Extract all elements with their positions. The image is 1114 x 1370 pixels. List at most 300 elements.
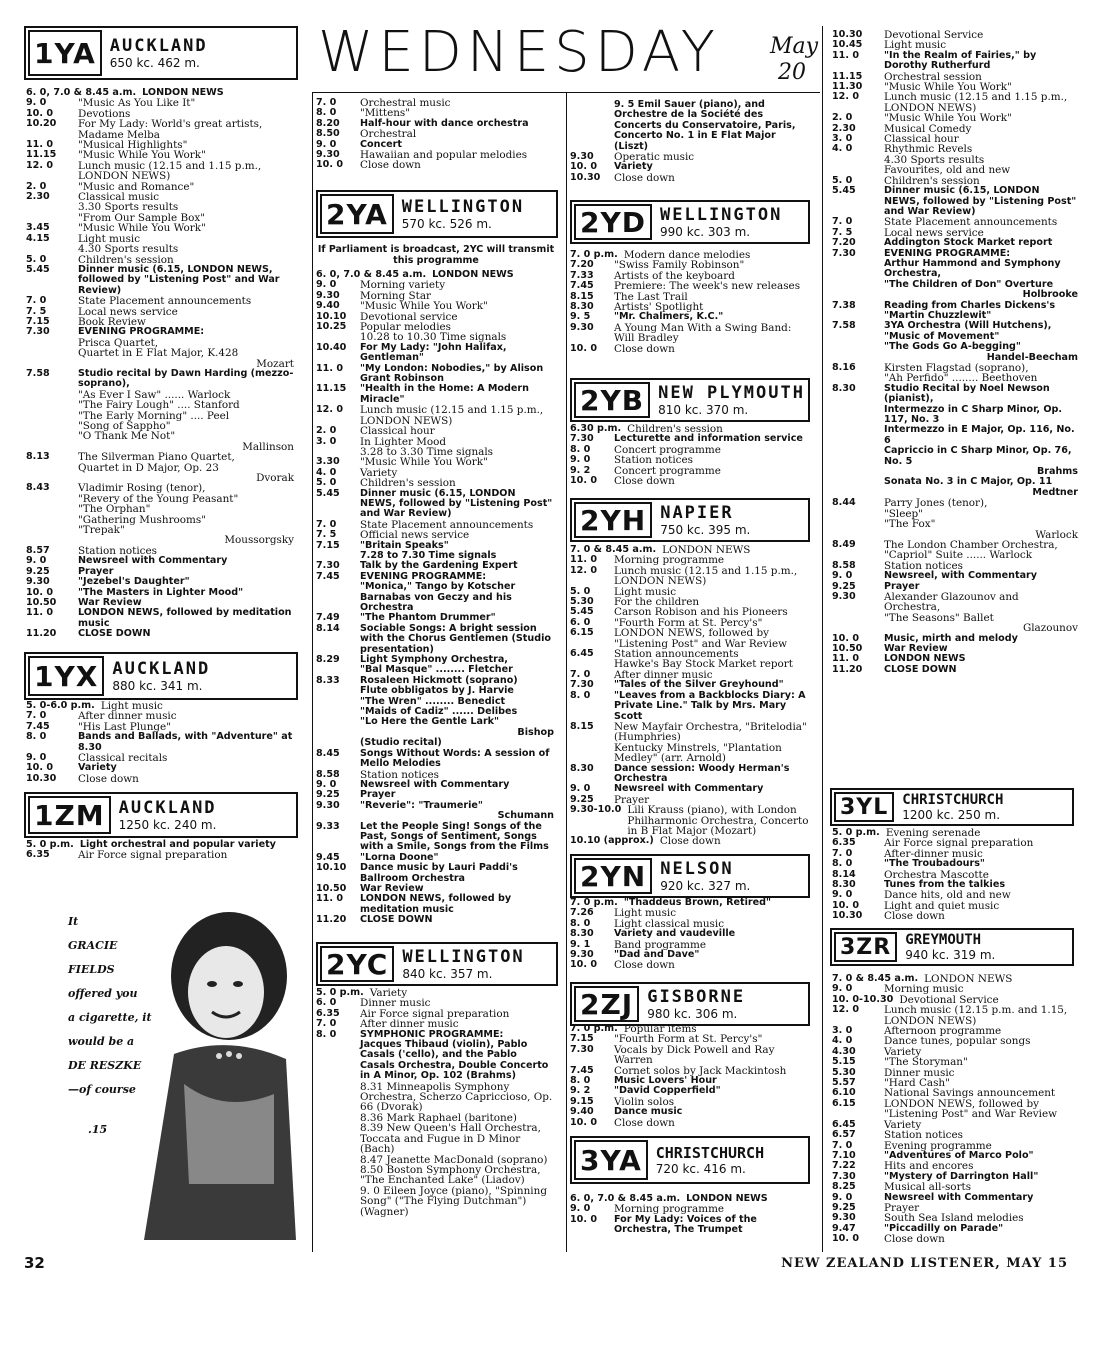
programme-title: War Review	[78, 596, 142, 608]
programme-title: Dance session: Woody Herman's Orchestra	[614, 762, 790, 784]
station-callsign: 2ZJ	[574, 986, 639, 1022]
programme-time: 11. 0	[316, 362, 344, 374]
programme-title: Book Review	[78, 315, 146, 328]
programme-time: 9.30	[26, 576, 50, 588]
programme-entry	[316, 749, 554, 770]
programme-entry	[832, 498, 1078, 540]
programme-entry	[26, 608, 294, 629]
programme-time: 9.25	[570, 793, 594, 805]
programme-title: "The Storyman"	[884, 1056, 968, 1069]
programme-entry	[832, 1182, 1078, 1192]
programme-time: 9.25	[316, 789, 340, 801]
programme-title: Vocals by Dick Powell and Ray Warren	[614, 1043, 775, 1067]
programme-time: 8.14	[832, 868, 856, 880]
programme-time: 8.16	[832, 362, 856, 373]
programme-title: Prisca Quartet, Quartet in E Flat Major, K.428 Mozart	[78, 336, 294, 370]
programme-time: 8.33	[316, 674, 340, 686]
programme-entry	[316, 437, 554, 458]
programme-time: 12. 0	[316, 404, 344, 416]
programme-entry	[832, 249, 1078, 301]
station-frequency: 750 kc. 395 m.	[660, 523, 751, 537]
programme-title: "David Copperfield"	[614, 1085, 721, 1097]
programme-title: Station notices	[884, 1129, 963, 1142]
programme-entry	[570, 1118, 810, 1128]
programme-title: After dinner music	[360, 1018, 459, 1031]
programme-title: Official news service	[360, 529, 470, 542]
programme-entry	[26, 452, 294, 483]
programme-entry	[570, 1045, 810, 1066]
programme-list-3yl	[832, 828, 1078, 922]
programme-entry	[26, 182, 294, 192]
programme-time: 2.30	[26, 191, 50, 203]
programme-title: Kirsten Flagstad (soprano), "Ah Perfido" ........ Beethoven	[884, 362, 1038, 385]
station-city: NEW PLYMOUTH	[658, 383, 805, 403]
programme-entry	[570, 100, 810, 152]
programme-entry	[832, 144, 1078, 175]
programme-time: 6.45	[570, 648, 594, 660]
column-rule	[822, 26, 823, 1252]
programme-title: Addington Stock Market report	[884, 237, 1053, 249]
programme-time: 8. 0	[26, 731, 47, 743]
programme-entry	[570, 1215, 810, 1236]
programme-title: Concert programme	[614, 443, 721, 456]
programme-entry	[832, 592, 1078, 634]
programme-time: 12. 0	[832, 1004, 860, 1016]
programme-time: 7. 0	[316, 1018, 337, 1030]
programme-entry	[832, 1234, 1078, 1244]
programme-time: 9.30	[316, 799, 340, 811]
programme-title: "Britain Speaks" 7.28 to 7.30 Time signals	[360, 539, 497, 561]
programme-title: Local news service	[884, 226, 984, 239]
programme-time: 4. 0	[832, 1035, 853, 1047]
programme-time: 8.58	[832, 559, 856, 571]
programme-time: 7. 0 p.m.	[570, 249, 618, 260]
programme-time: 8.30	[570, 301, 594, 313]
ad-line: —of course	[68, 1083, 136, 1096]
programme-entry	[316, 160, 554, 170]
station-city: AUCKLAND	[109, 36, 208, 56]
programme-entry	[26, 98, 294, 108]
programme-time: 7. 0 & 8.45 a.m.	[570, 544, 657, 555]
programme-entry	[570, 152, 810, 162]
programme-title: Lunch music (12.15 and 1.15 p.m., LONDON NEWS)	[884, 91, 1068, 114]
programme-title: "As Ever I Saw" ...... Warlock "The Fairy Lough" .... Stanford "The Early Morning" .... Peel "Song of Sappho" "O Thank Me Not" Mallinson	[78, 388, 294, 453]
programme-entry	[26, 223, 294, 233]
programme-entry	[26, 629, 294, 639]
programme-entry	[570, 323, 810, 344]
programme-time: 3. 0	[832, 133, 853, 145]
programme-title: Tunes from the talkies	[884, 879, 1006, 891]
programme-title: LONDON NEWS, followed by meditation music	[78, 607, 292, 629]
column-rule	[566, 92, 567, 1252]
programme-time: 9. 0	[26, 752, 47, 764]
station-note: If Parliament is broadcast, 2YC will transmit this programme	[317, 244, 555, 266]
programme-time: 8. 0	[570, 689, 591, 701]
programme-title: Close down	[659, 835, 721, 848]
programme-title: "The Masters in Lighter Mood"	[78, 586, 244, 598]
programme-time: 10. 0	[570, 342, 598, 354]
station-frequency: 880 kc. 341 m.	[112, 679, 203, 693]
programme-entry	[570, 691, 810, 722]
programme-entry	[26, 192, 294, 223]
station-city: CHRISTCHURCH	[902, 792, 1004, 808]
programme-time: 10.50	[832, 642, 863, 654]
programme-title: Afternoon programme	[884, 1025, 1002, 1038]
programme-time: 6.30 p.m.	[570, 423, 622, 434]
programme-title: "Mittens"	[360, 107, 411, 120]
programme-title: Light and quiet music	[884, 899, 1000, 912]
programme-time: 7. 0	[570, 668, 591, 680]
programme-time: 7.38	[832, 299, 856, 311]
programme-title: Lili Krauss (piano), with London Philharmonic Orchestra, Concerto in B Flat Major (Mozart)	[627, 804, 809, 837]
programme-entry	[832, 901, 1078, 911]
programme-time: 2.30	[832, 122, 856, 134]
programme-title: "Music While You Work"	[884, 112, 1012, 125]
station-frequency: 980 kc. 306 m.	[647, 1007, 738, 1021]
programme-title: Dance music by Lauri Paddi's Ballroom Orchestra	[360, 862, 518, 884]
programme-title: Popular melodies 10.28 to 10.30 Time signals	[360, 321, 507, 344]
programme-title: Air Force signal preparation	[360, 1007, 510, 1020]
programme-title: Light music 4.30 Sports results	[78, 232, 179, 256]
programme-time: 5. 0	[570, 585, 591, 597]
programme-time: 7.26	[570, 907, 594, 919]
programme-title: Hawaiian and popular melodies	[360, 149, 528, 162]
programme-time: 10. 0	[26, 586, 54, 598]
station-frequency: 920 kc. 327 m.	[660, 879, 751, 893]
programme-title: Lecturette and information service	[614, 433, 803, 445]
programme-title: Premiere: The week's new releases	[614, 280, 801, 293]
programme-title: "Thaddeus Brown, Retired"	[623, 897, 771, 908]
programme-list-2yb	[570, 424, 810, 486]
programme-title: Morning Star	[360, 289, 431, 302]
programme-time: 8.30	[570, 762, 594, 774]
programme-title: After dinner music	[614, 668, 713, 681]
programme-time: 8.43	[26, 482, 50, 494]
programme-entry	[316, 894, 554, 915]
programme-title: Talk by the Gardening Expert	[360, 560, 518, 572]
programme-entry	[570, 1107, 810, 1117]
programme-title: Rhythmic Revels 4.30 Sports results Favourites, old and new	[884, 143, 1011, 177]
programme-time: 9. 2	[570, 1085, 591, 1097]
programme-title: "Music While You Work"	[78, 222, 206, 235]
programme-time: 9.33	[316, 820, 340, 832]
programme-entry	[832, 30, 1078, 40]
programme-title: Light Symphony Orchestra, "Bal Masque" ........ Fletcher	[360, 654, 513, 676]
station-city: GISBORNE	[647, 987, 746, 1007]
programme-time: 7. 0 p.m.	[570, 897, 618, 908]
programme-list-2ya	[316, 270, 554, 926]
station-2yn	[570, 854, 810, 898]
station-frequency: 840 kc. 357 m.	[402, 967, 493, 981]
programme-time: 10.50	[26, 596, 57, 608]
programme-time: 4.30	[832, 1045, 856, 1057]
programme-time: 7.30	[570, 433, 594, 445]
programme-time: 5.45	[316, 487, 340, 499]
station-2yc	[316, 942, 558, 986]
programme-title: Variety	[360, 466, 398, 479]
programme-time: 10. 0	[570, 161, 598, 173]
programme-entry	[570, 466, 810, 476]
programme-time: 9. 0	[316, 138, 337, 150]
programme-time: 10.30	[570, 171, 601, 183]
station-frequency: 940 kc. 319 m.	[905, 948, 996, 962]
ad-line: GRACIE	[68, 939, 118, 952]
programme-title: Classical music 3.30 Sports results "From Our Sample Box"	[78, 191, 205, 224]
programme-time: 7.30	[316, 560, 340, 572]
programme-entry	[26, 161, 294, 182]
programme-time: 2. 0	[316, 425, 337, 437]
day-title: WEDNESDAY	[318, 20, 720, 85]
station-frequency: 650 kc. 462 m.	[109, 56, 200, 70]
programme-title: Music Lovers' Hour	[614, 1075, 717, 1087]
programme-entry	[570, 476, 810, 486]
programme-title: Classical hour	[360, 425, 435, 438]
programme-time: 12. 0	[832, 91, 860, 103]
station-city: CHRISTCHURCH	[655, 1144, 765, 1162]
programme-title: "Leaves from a Backblocks Diary: A Private Line." Talk by Mrs. Mary Scott	[614, 689, 806, 722]
programme-title: A Young Man With a Swing Band: Will Bradley	[614, 321, 792, 345]
programme-entry	[316, 405, 554, 426]
programme-time: 11.15	[26, 149, 57, 161]
programme-time: 11. 0	[832, 49, 860, 61]
programme-time: 10.10	[316, 310, 347, 322]
programme-title: Rosaleen Hickmott (soprano) Flute obbligatos by J. Harvie "The Wren" ........ Benedict "Maids of Cadiz" ...... Delibes "Lo Here the Gentle Lark" Bishop (Studio recital)	[360, 674, 554, 749]
programme-title: Classical recitals	[78, 752, 168, 765]
programme-entry	[26, 265, 294, 296]
programme-entry	[26, 588, 294, 598]
programme-title: Band programme	[614, 938, 707, 951]
programme-title: 9. 5 Emil Sauer (piano), and Orchestre de la Société des Concerts du Conservatoire, Paris, Concerto No. 1 in E Flat Major (Liszt)	[614, 99, 796, 152]
programme-title: For My Lady: "John Halifax, Gentleman"	[360, 341, 507, 364]
programme-time: 11.30	[832, 81, 863, 93]
programme-title: Dinner music	[360, 997, 431, 1010]
programme-title: For the children	[614, 596, 700, 609]
programme-entry	[26, 327, 294, 337]
programme-title: Close down	[884, 910, 945, 923]
station-city: WELLINGTON	[401, 197, 525, 217]
station-2yb	[570, 378, 810, 422]
programme-entry	[832, 1068, 1078, 1078]
programme-title: "Music While You Work"	[360, 456, 488, 469]
programme-title: Newsreel with Commentary	[360, 778, 510, 790]
programme-list-3zr	[832, 974, 1078, 1245]
programme-title: Station notices	[614, 454, 693, 467]
programme-entry	[570, 898, 810, 908]
programme-time: 6. 0, 7.0 & 8.45 a.m.	[570, 1193, 681, 1204]
station-city: NAPIER	[660, 503, 734, 523]
programme-entry	[316, 364, 554, 385]
programme-title: Station announcements Hawke's Bay Stock Market report	[614, 648, 793, 671]
station-2yh	[570, 498, 810, 542]
programme-entry	[316, 489, 554, 520]
programme-time: 5. 0	[26, 253, 47, 265]
programme-time: 8.15	[570, 290, 594, 302]
programme-title: State Placement announcements	[78, 295, 252, 308]
programme-title: Classical hour	[884, 133, 959, 146]
programme-title: Light music	[884, 39, 947, 52]
programme-time: 10.30	[832, 910, 863, 922]
programme-time: 9. 1	[570, 938, 591, 950]
programme-entry	[832, 1036, 1078, 1046]
programme-entry	[316, 478, 554, 488]
programme-time: 7.10	[832, 1149, 856, 1161]
programme-time: 5. 0 p.m.	[832, 827, 880, 838]
programme-time: 7.58	[832, 320, 856, 332]
programme-title: Musical Comedy	[884, 122, 972, 135]
programme-entry	[316, 119, 554, 129]
programme-title: "Swiss Family Robinson"	[614, 259, 745, 272]
programme-title: LONDON NEWS	[924, 973, 1013, 985]
programme-time: 4.15	[26, 232, 50, 244]
programme-title: LONDON NEWS	[142, 87, 224, 98]
programme-time: 10.10	[316, 862, 347, 874]
station-callsign: 3ZR	[834, 932, 897, 962]
programme-title: "The Troubadours"	[884, 858, 985, 870]
programme-title: LONDON NEWS, followed by meditation music	[360, 893, 512, 915]
programme-title: Dinner music (6.15, LONDON NEWS, followed by "Listening Post" and War Review)	[78, 263, 280, 296]
month-label: May	[770, 34, 819, 59]
programme-time: 9. 0	[832, 983, 853, 995]
programme-title: Light music	[614, 907, 677, 920]
programme-time: 5.45	[570, 606, 594, 618]
programme-time: 5. 0	[316, 477, 337, 489]
station-callsign: 2YA	[320, 194, 394, 234]
programme-time: 9.30	[832, 1212, 856, 1224]
programme-entry	[832, 1005, 1078, 1026]
programme-title: Orchestral session	[884, 70, 982, 83]
station-1zm	[24, 792, 298, 838]
programme-entry	[832, 238, 1078, 248]
programme-entry	[316, 384, 554, 405]
programme-entry	[316, 822, 554, 853]
page-number: 32	[24, 1254, 45, 1272]
programme-title: Operatic music	[614, 151, 695, 164]
station-3zr	[830, 928, 1074, 966]
programme-entry	[570, 344, 810, 354]
programme-time: 3. 0	[316, 435, 337, 447]
programme-entry	[26, 556, 294, 566]
ad-line: It	[68, 915, 79, 928]
station-frequency: 720 kc. 416 m.	[655, 1162, 746, 1176]
programme-title: CLOSE DOWN	[78, 628, 151, 640]
programme-title: "Health in the Home: A Modern Miracle"	[360, 383, 529, 405]
programme-title: Orchestra Mascotte	[884, 868, 989, 881]
programme-time: 7. 0	[26, 295, 47, 307]
programme-title: "Fourth Form at St. Percy's"	[614, 1033, 763, 1046]
programme-time: 7.45	[570, 280, 594, 292]
programme-entry	[570, 764, 810, 785]
programme-title: Variety	[614, 161, 653, 173]
programme-time: 12. 0	[570, 564, 598, 576]
programme-time: 6.15	[570, 627, 594, 639]
programme-time: 10. 0	[570, 1116, 598, 1128]
programme-time: 5.57	[832, 1077, 856, 1089]
programme-time: 11. 0	[570, 554, 598, 566]
programme-entry	[316, 624, 554, 655]
station-callsign: 2YC	[320, 946, 394, 982]
programme-entry	[570, 836, 810, 846]
programme-time: 8. 0	[570, 443, 591, 455]
programme-entry	[316, 150, 554, 160]
programme-time: 7. 0 & 8.45 a.m.	[832, 973, 919, 984]
programme-title: "In the Realm of Fairies," by Dorothy Rutherfurd	[884, 49, 1037, 72]
programme-entry	[26, 763, 294, 773]
programme-time: 9.40	[316, 300, 340, 312]
programme-time: 10. 0	[26, 762, 54, 774]
programme-entry	[26, 732, 294, 753]
programme-time: 8.15	[570, 720, 594, 732]
programme-time: 9.30	[316, 289, 340, 301]
programme-title: Morning programme	[614, 1203, 725, 1216]
programme-entry	[832, 321, 1078, 363]
programme-title: New Mayfair Orchestra, "Britelodia" (Humphries) Kentucky Minstrels, "Plantation Medley" (arr. Arnold)	[614, 720, 807, 765]
station-city: WELLINGTON	[402, 947, 525, 967]
programme-time: 7. 0	[316, 97, 337, 108]
programme-entry	[570, 950, 810, 960]
programme-title: "Piccadilly on Parade"	[884, 1222, 1004, 1234]
programme-title: Newsreel, with Commentary	[884, 570, 1038, 582]
programme-list-2yn	[570, 898, 810, 971]
programme-time: 9. 0	[316, 778, 337, 790]
station-3yl	[830, 788, 1074, 826]
programme-entry	[26, 483, 294, 545]
programme-entry	[316, 530, 554, 540]
programme-title: Vladimir Rosing (tenor), "Revery of the Young Peasant" "The Orphan" "Gathering Mushrooms" "Trepak" Moussorgsky	[78, 482, 294, 547]
programme-entry	[26, 338, 294, 369]
programme-title: Light music	[614, 585, 677, 598]
programme-time: 7.30	[832, 1170, 856, 1182]
programme-time: 10. 0	[832, 632, 860, 644]
programme-time: 6.45	[832, 1118, 856, 1130]
programme-time: 7. 5	[832, 226, 853, 238]
programme-time: 10. 0	[316, 159, 344, 171]
programme-title: LONDON NEWS	[432, 269, 514, 280]
station-city: NELSON	[660, 859, 734, 879]
programme-title: "Reverie": "Traumerie" Schumann	[360, 799, 554, 822]
programme-time: 11. 0	[26, 607, 54, 619]
programme-time: 10. 0-10.30	[832, 993, 894, 1005]
programme-time: 8.50	[316, 128, 340, 140]
programme-time: 10.50	[316, 882, 347, 894]
station-city: WELLINGTON	[660, 205, 783, 225]
programme-time: 5.15	[832, 1056, 856, 1068]
programme-title: "The Phantom Drummer"	[360, 612, 496, 624]
programme-time: 10. 0	[570, 959, 598, 971]
programme-title: Local news service	[78, 305, 178, 318]
programme-entry	[316, 780, 554, 790]
programme-title: Prayer	[614, 793, 650, 806]
programme-entry	[26, 577, 294, 587]
programme-entry	[26, 774, 294, 784]
programme-time: 9.30	[570, 321, 594, 333]
programme-title: Songs Without Words: A session of Mello Melodies	[360, 747, 550, 770]
programme-time: 9. 0	[832, 1191, 853, 1203]
programme-time: 3. 0	[832, 1025, 853, 1037]
programme-title: Orchestral music	[360, 97, 451, 109]
programme-list-3ya	[570, 1194, 810, 1236]
programme-time: 10.30	[832, 29, 863, 40]
programme-time: 8.49	[832, 538, 856, 550]
programme-title: Prayer	[360, 789, 396, 801]
programme-title: Studio recital by Dawn Harding (mezzo-soprano),	[78, 367, 294, 390]
programme-entry	[570, 722, 810, 764]
programme-title: Artists' Spotlight	[614, 301, 704, 314]
programme-time: 11.20	[832, 663, 863, 675]
programme-time: 9.30	[570, 151, 594, 163]
programme-title: Variety	[369, 987, 408, 999]
programme-entry	[26, 234, 294, 255]
programme-entry	[316, 676, 554, 749]
